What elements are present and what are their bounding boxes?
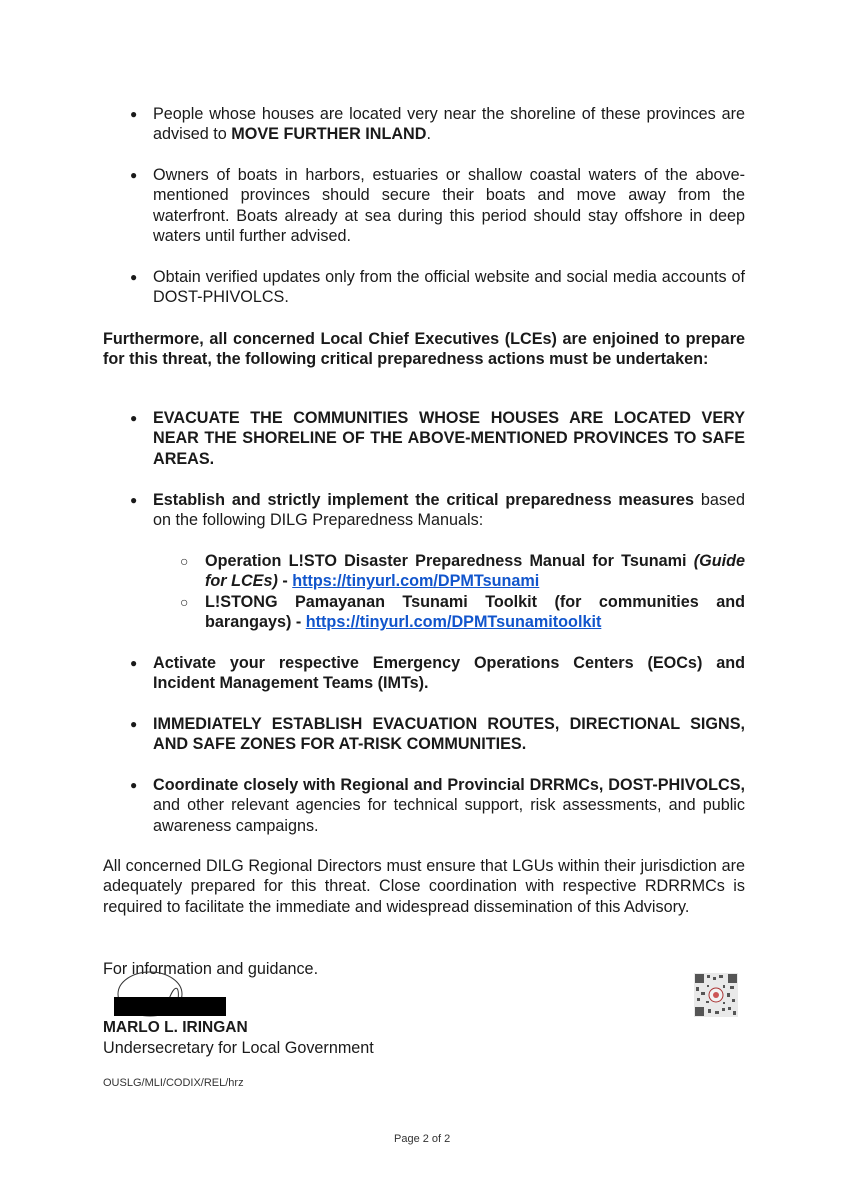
bullet-dot: ●: [130, 493, 138, 507]
action-establish: [153, 490, 745, 531]
manual-subtitle: (Guide for LCEs): [205, 552, 746, 591]
bullet-dot: ●: [130, 778, 138, 792]
establish-bold: Establish and strictly implement the critical preparedness measures: [153, 491, 695, 509]
manual-link-toolkit[interactable]: https://tinyurl.com/DPMTsunamitoolkit: [305, 613, 602, 632]
manual-separator: -: [277, 572, 293, 591]
action-evacuate: EVACUATE THE COMMUNITIES WHOSE HOUSES ARE LOCATED VERY NEAR THE SHORELINE OF THE ABOVE-MENTIONED PROVINCES TO SAFE AREAS.: [153, 409, 745, 468]
toolkit-title: L!STONG Pamayanan Tsunami Toolkit (for communities and barangays) -: [205, 593, 745, 632]
manual-title: Operation L!STO Disaster Preparedness Manual for Tsunami: [205, 552, 687, 570]
qr-code-icon: [694, 973, 738, 1017]
action-coordinate: [153, 775, 745, 836]
coordinate-rest: and other relevant agencies for technical support, risk assessments, and public awareness campaigns.: [153, 796, 745, 835]
info-line: For information and guidance.: [103, 960, 319, 978]
bullet-dot: ●: [130, 168, 138, 182]
bullet-move-inland: [153, 104, 745, 145]
bullet-dot: ●: [130, 270, 138, 284]
manual-listo: [205, 551, 745, 592]
bullet-dot: ●: [130, 717, 138, 731]
establish-rest: based on the following DILG Preparedness Manuals:: [153, 491, 745, 530]
bullet-punct: .: [426, 125, 431, 144]
furthermore-paragraph: Furthermore, all concerned Local Chief Executives (LCEs) are enjoined to prepare for this threat, the following critical preparedness actions must be undertaken:: [103, 330, 745, 369]
coordinate-bold: Coordinate closely with Regional and Provincial DRRMCs, DOST-PHIVOLCS,: [153, 776, 745, 794]
bullet-updates: Obtain verified updates only from the official website and social media accounts of DOST-PHIVOLCS.: [153, 268, 745, 307]
bullet-dot: ●: [130, 656, 138, 670]
closing-paragraph: All concerned DILG Regional Directors must ensure that LGUs within their jurisdiction are adequately prepared for this threat. Close coordination with respective RDRRMCs is required to facilitate the immediate and widespread dissemination of this Advisory.: [103, 857, 745, 916]
bullet-emphasis: MOVE FURTHER INLAND: [231, 125, 427, 144]
manual-link-dpmtsunami[interactable]: https://tinyurl.com/DPMTsunami: [292, 572, 540, 591]
reference-code: OUSLG/MLI/CODIX/REL/hrz: [103, 1077, 244, 1089]
action-immediately: IMMEDIATELY ESTABLISH EVACUATION ROUTES, DIRECTIONAL SIGNS, AND SAFE ZONES FOR AT-RISK COMMUNITIES.: [153, 715, 745, 754]
redaction-bar: [114, 997, 226, 1016]
sub-bullet-circle: ○: [180, 553, 189, 569]
page-number: Page 2 of 2: [394, 1133, 451, 1145]
signatory-name: MARLO L. IRINGAN: [103, 1019, 248, 1036]
action-activate: Activate your respective Emergency Operations Centers (EOCs) and Incident Management Teams (IMTs).: [153, 654, 745, 693]
bullet-text: People whose houses are located very near the shoreline of these provinces are advised to: [153, 105, 745, 144]
manual-toolkit: [205, 592, 745, 633]
sub-bullet-circle: ○: [180, 594, 189, 610]
bullet-boats: Owners of boats in harbors, estuaries or shallow coastal waters of the above-mentioned provinces should secure their boats and move away from the waterfront. Boats already at sea during this period should stay offshore in deep waters until further advised.: [153, 166, 745, 246]
bullet-dot: ●: [130, 411, 138, 425]
bullet-dot: ●: [130, 107, 138, 121]
signatory-title: Undersecretary for Local Government: [103, 1039, 374, 1057]
